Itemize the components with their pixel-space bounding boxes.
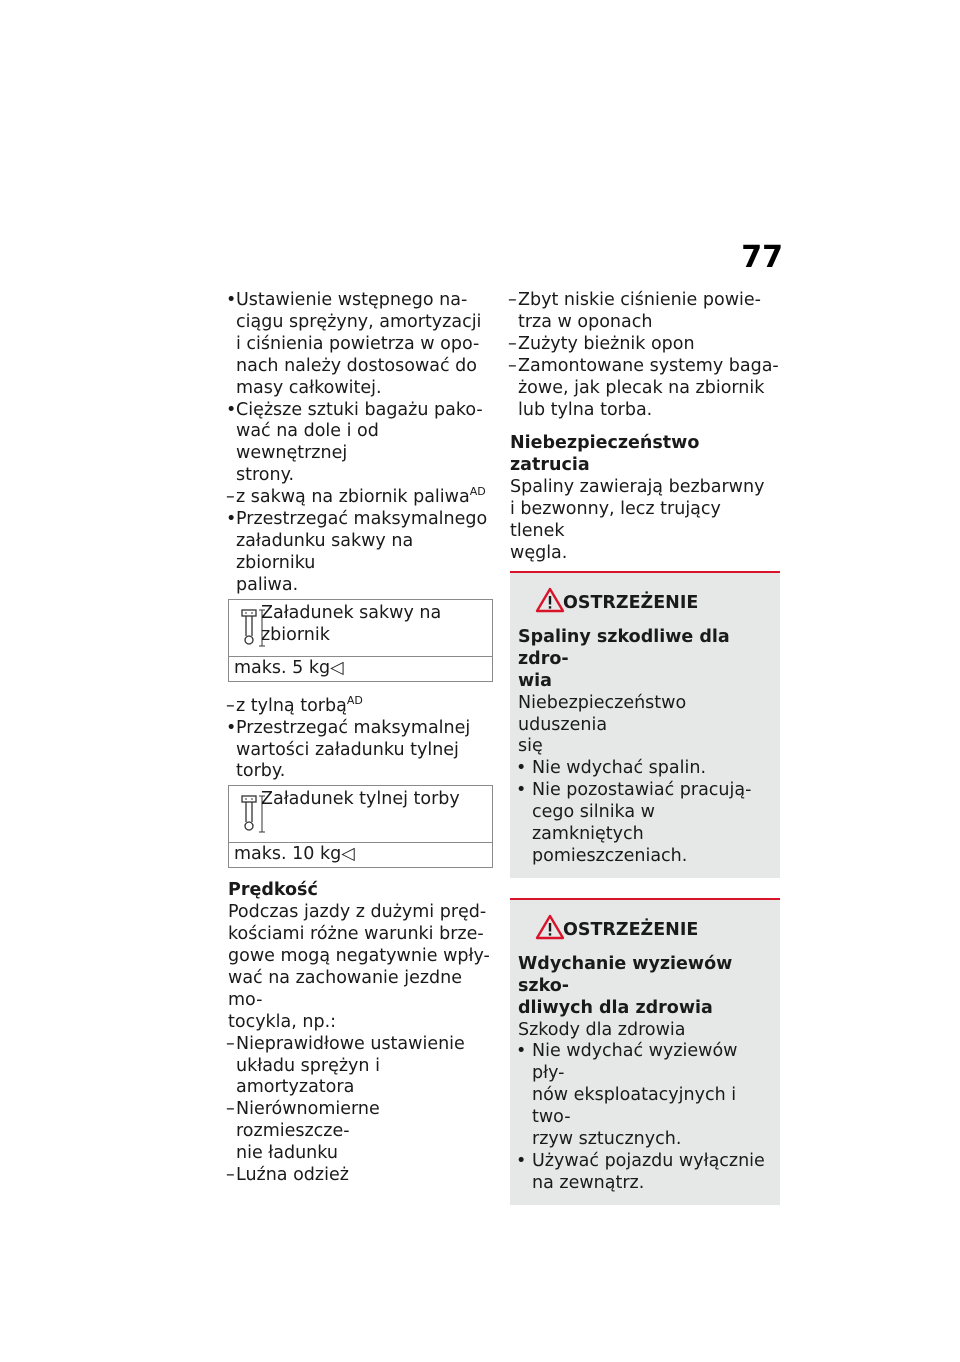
dash-mark: – (508, 355, 517, 376)
warning-text: Szkody dla zdrowia (518, 1019, 686, 1040)
list-item: • Nie wdychać wyziewów pły- nów eksploatacyjnych i two- rzyw sztucznych. (516, 1041, 738, 1150)
load-spec-table (228, 785, 493, 868)
list-item: • Nie pozostawiać pracują- cego silnika w zamkniętych pomieszczeniach. (516, 780, 752, 866)
end-mark-icon: ◁ (341, 844, 355, 865)
section-heading: Niebezpieczeństwo zatrucia (510, 433, 700, 476)
dash-item: – Zamontowane systemy baga- żowe, jak plecak na zbiornik lub tylna torba. (508, 355, 779, 420)
list-item: • Przestrzegać maksymalnego załadunku sakwy na zbiorniku paliwa. (226, 509, 488, 595)
bullet-mark: • (226, 509, 237, 530)
warning-subtitle: Spaliny szkodliwe dla zdro- wia (518, 626, 730, 691)
dash-item: – z tylną torbą$^{AD}$ (226, 693, 363, 716)
dash-mark: – (226, 695, 235, 716)
bullet-mark: • (516, 1041, 527, 1062)
dash-item: – Nierównomierne rozmieszcze- nie ładunku (226, 1099, 380, 1164)
bullet-mark: • (226, 399, 237, 420)
bullet-mark: • (226, 717, 237, 738)
right-column (510, 290, 780, 1205)
spec-value: maks. 10 kg◁ (229, 842, 492, 867)
spec-value: maks. 5 kg◁ (229, 656, 492, 681)
bullet-mark: • (226, 290, 237, 310)
dash-item: – Zużyty bieżnik opon (508, 333, 695, 354)
paragraph: Podczas jazdy z dużymi pręd- kościami różne warunki brze- gowe mogą negatywnie wpły- wać na zachowanie jezdne mo- tocykla, np.: (228, 902, 490, 1032)
dash-mark: – (226, 487, 235, 508)
list-item: • Nie wdychać spalin. (516, 758, 707, 779)
page-number: 77 (741, 240, 783, 275)
dash-item: – Nieprawidłowe ustawienie układu sprężyn i amortyzatora (226, 1033, 465, 1098)
dash-mark: – (508, 290, 517, 310)
dash-mark: – (226, 1099, 235, 1120)
load-spec-table (228, 599, 493, 682)
warning-triangle-icon (535, 914, 565, 940)
list-item: • Przestrzegać maksymalnej wartości załadunku tylnej torby. (226, 717, 471, 782)
bullet-mark: • (516, 780, 527, 801)
dash-mark: – (226, 1165, 235, 1186)
dash-item: – Luźna odzież (226, 1165, 349, 1186)
spec-label: Załadunek sakwy na zbiornik (261, 602, 442, 645)
section-heading: Prędkość (228, 880, 318, 901)
list-item: • Ustawienie wstępnego na- ciągu sprężyny, amortyzacji i ciśnienia powietrza w opo- nach należy dostosować do masy całkowitej. (226, 290, 482, 398)
spec-label: Załadunek tylnej torby (261, 789, 460, 810)
warning-title: OSTRZEŻENIE (563, 592, 699, 613)
paragraph: Spaliny zawierają bezbarwny i bezwonny, lecz trujący tlenek węgla. (510, 477, 765, 563)
dash-item: – z sakwą na zbiornik paliwa$^{AD}$ (226, 485, 486, 508)
warning-subtitle: Wdychanie wyziewów szko- dliwych dla zdrowia (518, 953, 733, 1018)
warning-text: Niebezpieczeństwo uduszenia się (518, 692, 687, 757)
left-column (228, 290, 493, 1187)
end-mark-icon: ◁ (330, 657, 344, 678)
bullet-mark: • (516, 1151, 527, 1171)
list-item: • Używać pojazdu wyłącznie na zewnątrz. (516, 1151, 765, 1193)
warning-box (510, 571, 780, 878)
list-item: • Cięższe sztuki bagażu pako- wać na dole i od wewnętrznej strony. (226, 399, 483, 486)
warning-triangle-icon (535, 587, 565, 613)
warning-box (510, 898, 780, 1205)
dash-mark: – (508, 333, 517, 354)
warning-title: OSTRZEŻENIE (563, 919, 699, 940)
dash-item: – Zbyt niskie ciśnienie powie- trza w oponach (508, 290, 761, 332)
bullet-mark: • (516, 758, 527, 779)
dash-mark: – (226, 1033, 235, 1054)
